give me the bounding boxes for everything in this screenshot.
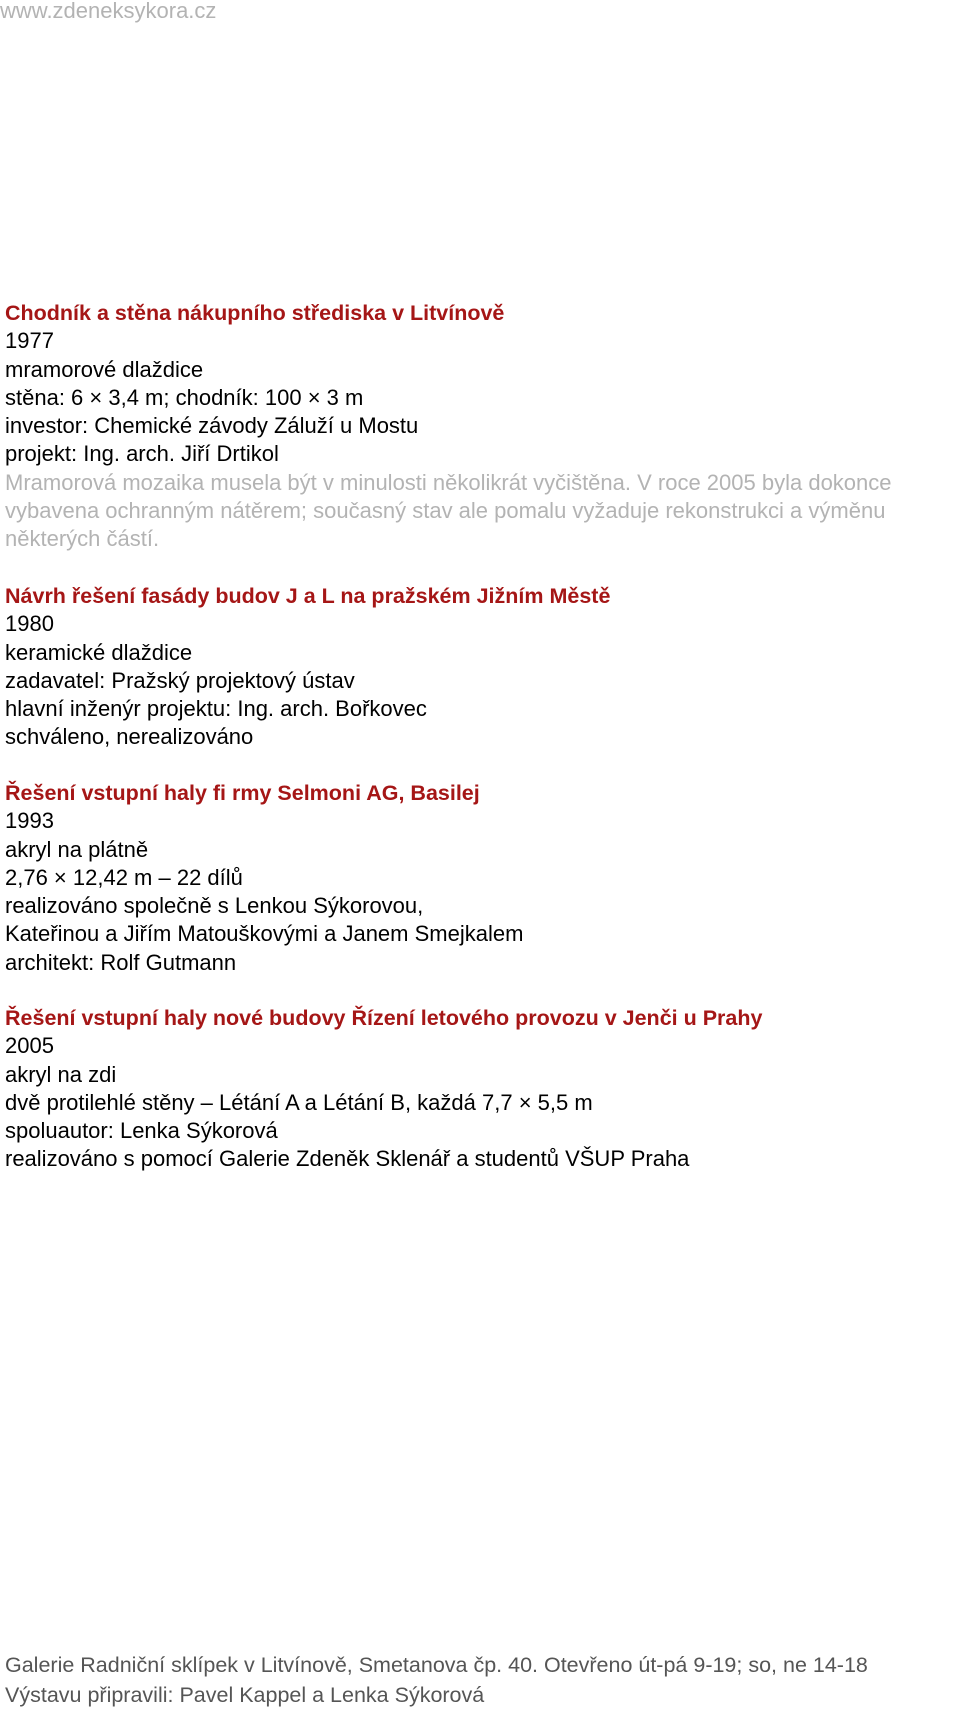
entry-dimensions: dvě protilehlé stěny – Létání A a Létání B, každá 7,7 × 5,5 m	[5, 1089, 593, 1115]
entry-client: zadavatel: Pražský projektový ústav	[5, 667, 355, 693]
artwork-entry	[5, 1004, 955, 1174]
footer	[5, 1650, 868, 1710]
entry-dimensions: 2,76 × 12,42 m – 22 dílů	[5, 864, 243, 890]
entry-collaborators: realizováno společně s Lenkou Sýkorovou,	[5, 893, 424, 919]
artwork-entry	[5, 779, 955, 977]
entry-investor: investor: Chemické závody Záluží u Mostu	[5, 413, 419, 439]
entry-material: akryl na plátně	[5, 836, 149, 862]
entry-status: schváleno, nerealizováno	[5, 724, 254, 750]
entry-year: 1993	[5, 808, 54, 834]
artwork-entry	[5, 299, 955, 554]
site-url[interactable]: www.zdeneksykora.cz	[0, 0, 217, 23]
entry-note: Mramorová mozaika musela být v minulosti několikrát vyčištěna. V roce 2005 byla dokonce vybavena ochranným nátěrem; současný stav ale pomalu vyžaduje rekonstrukci a výměnu některých částí.	[5, 469, 892, 552]
entry-engineer: hlavní inženýr projektu: Ing. arch. Bořkovec	[5, 696, 427, 722]
entry-year: 1977	[5, 328, 54, 354]
entry-dimensions: stěna: 6 × 3,4 m; chodník: 100 × 3 m	[5, 384, 364, 410]
entry-title: Řešení vstupní haly nové budovy Řízení letového provozu v Jenči u Prahy	[5, 1006, 763, 1030]
entry-title: Návrh řešení fasády budov J a L na pražském Jižním Městě	[5, 584, 611, 608]
entry-project: projekt: Ing. arch. Jiří Drtikol	[5, 441, 279, 467]
entry-year: 2005	[5, 1033, 54, 1059]
entry-collaborators-cont: Kateřinou a Jiřím Matouškovými a Janem Smejkalem	[5, 921, 524, 947]
entry-material: akryl na zdi	[5, 1061, 117, 1087]
entry-title: Řešení vstupní haly fi rmy Selmoni AG, Basilej	[5, 781, 480, 805]
footer-gallery-info: Galerie Radniční sklípek v Litvínově, Smetanova čp. 40. Otevřeno út-pá 9-19; so, ne 14-18	[5, 1653, 868, 1677]
entry-coauthor: spoluautor: Lenka Sýkorová	[5, 1118, 278, 1144]
entry-realization: realizováno s pomocí Galerie Zdeněk Sklenář a studentů VŠUP Praha	[5, 1146, 690, 1172]
entry-architect: architekt: Rolf Gutmann	[5, 949, 237, 975]
artwork-entry	[5, 582, 955, 752]
footer-credits: Výstavu připravili: Pavel Kappel a Lenka Sýkorová	[5, 1683, 485, 1707]
entry-title: Chodník a stěna nákupního střediska v Litvínově	[5, 301, 505, 325]
entry-material: keramické dlaždice	[5, 639, 193, 665]
entry-year: 1980	[5, 611, 54, 637]
entry-material: mramorové dlaždice	[5, 356, 204, 382]
